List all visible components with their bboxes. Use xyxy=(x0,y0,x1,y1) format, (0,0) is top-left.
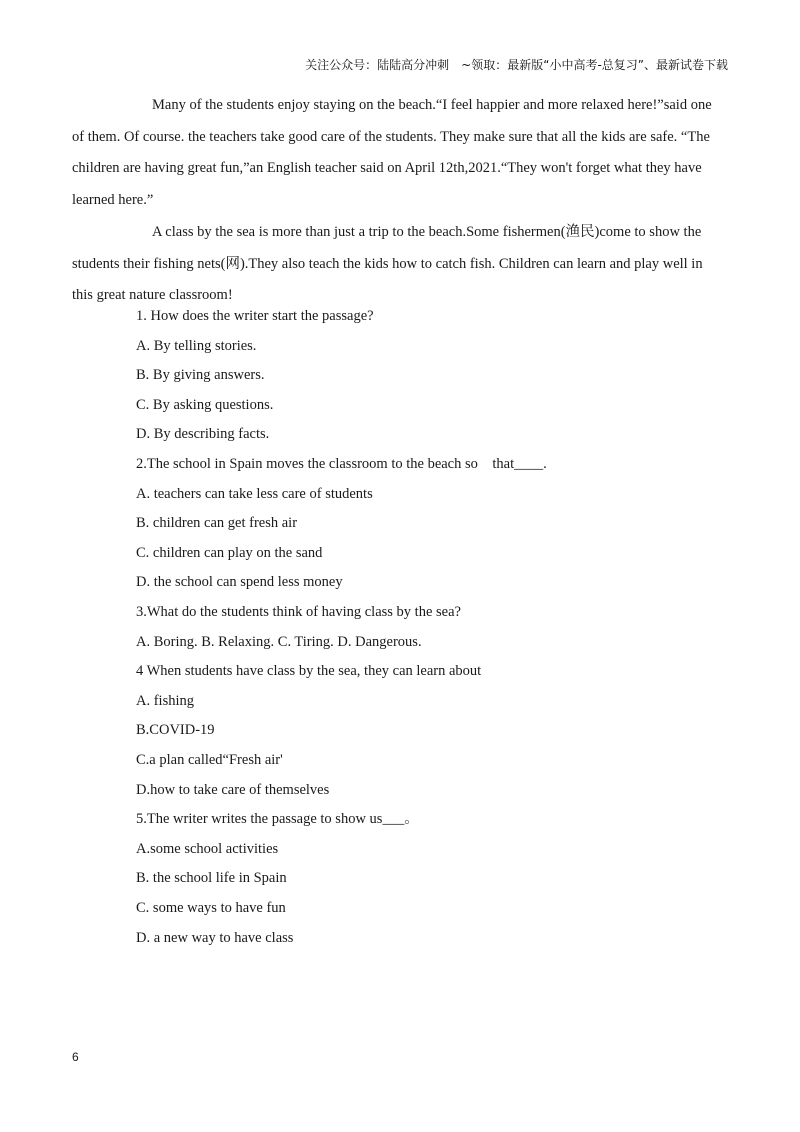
question-line: B. By giving answers. xyxy=(136,367,265,384)
question-line: A. fishing xyxy=(136,692,194,709)
paragraph-1 xyxy=(72,90,724,216)
question-line: 4 When students have class by the sea, they can learn about xyxy=(136,663,482,680)
question-line: D. By describing facts. xyxy=(136,426,270,443)
question-line: A.some school activities xyxy=(136,840,279,857)
question-line: A. By telling stories. xyxy=(136,337,257,354)
paragraph-2 xyxy=(72,217,724,312)
paragraph-1-text: Many of the students enjoy staying on the beach.“I feel happier and more relaxed here!”said one of them. Of course. the teachers take good care of the students. They make sure that all the kids are safe. “The children are having great fun,”an English teacher said on April 12th,2021.“They won't forget what they have learned here.” xyxy=(72,97,712,208)
question-line: D. a new way to have class xyxy=(136,929,294,946)
question-line: A. Boring. B. Relaxing. C. Tiring. D. Dangerous. xyxy=(136,633,422,650)
question-line: C. children can play on the sand xyxy=(136,544,323,561)
page-header: 关注公众号：陆陆高分冲刺 ~领取：最新版“小中高考-总复习”、最新试卷下载 xyxy=(305,58,728,72)
question-line: B.COVID-19 xyxy=(136,722,215,739)
question-line: D. the school can spend less money xyxy=(136,574,343,591)
question-line: B. children can get fresh air xyxy=(136,515,298,532)
question-line: A. teachers can take less care of students xyxy=(136,485,373,502)
question-line: 2.The school in Spain moves the classroom to the beach so that____. xyxy=(136,456,547,472)
question-line: C. By asking questions. xyxy=(136,396,274,413)
question-line: 1. How does the writer start the passage? xyxy=(136,308,374,324)
question-line: 3.What do the students think of having class by the sea? xyxy=(136,604,461,620)
page-number: 6 xyxy=(72,1050,79,1064)
question-line: C.a plan called“Fresh air' xyxy=(136,752,283,768)
question-line: B. the school life in Spain xyxy=(136,870,287,887)
question-line: C. some ways to have fun xyxy=(136,900,286,916)
paragraph-2-text: A class by the sea is more than just a trip to the beach.Some fishermen(渔民)come to show the students their fishing nets(网).They also teach the kids how to catch fish. Children can learn and play well in this great nature classroom! xyxy=(72,224,703,303)
question-line: 5.The writer writes the passage to show us___。 xyxy=(136,811,419,828)
question-line: D.how to take care of themselves xyxy=(136,781,330,798)
